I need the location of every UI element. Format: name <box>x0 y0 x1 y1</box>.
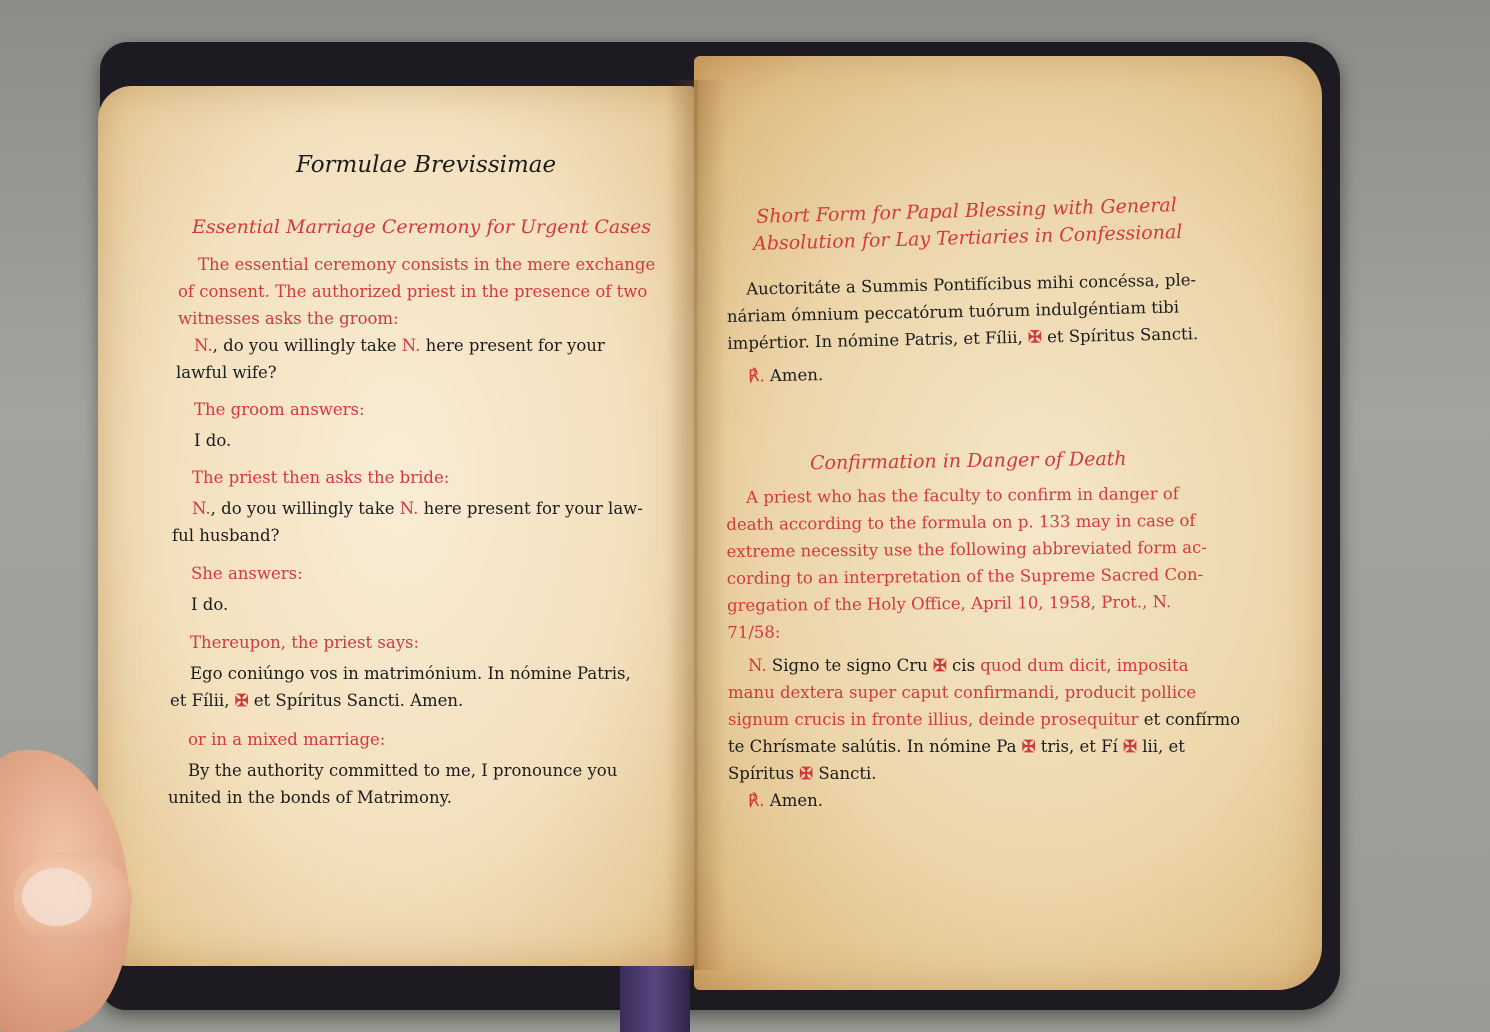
cross-icon: ✠ <box>1027 327 1043 347</box>
cross-icon: ✠ <box>234 691 249 710</box>
marriage-heading: Essential Marriage Ceremony for Urgent Cases <box>192 216 651 238</box>
blessing-text: Auctoritáte a Summis Pontifícibus mihi concéssa, ple- náriam ómnium peccatórum tuórum indulgéntiam tibi impértior. In nómine Patris, et Fílii, ✠ et Spíritus Sancti. ℟. Amen. <box>726 270 1199 386</box>
thumbnail <box>22 868 92 926</box>
bride-reply: I do. <box>191 595 229 614</box>
she-answers-label: She answers: <box>191 564 303 583</box>
groom-answers-label: The groom answers: <box>194 400 365 419</box>
cross-icon: ✠ <box>1021 737 1036 756</box>
left-page <box>98 86 696 966</box>
question-groom: N., do you willingly take N. here present for your lawful wife? <box>176 336 605 382</box>
cross-icon: ✠ <box>932 656 947 675</box>
papal-blessing-heading: Short Form for Papal Blessing with General Absolution for Lay Tertiaries in Confessional <box>752 194 1183 255</box>
page-title: Formulae Brevissimae <box>296 152 557 178</box>
mixed-marriage-label: or in a mixed marriage: <box>188 730 386 749</box>
priest-says-label: Thereupon, the priest says: <box>190 633 420 652</box>
confirmation-intro: A priest who has the faculty to confirm in danger of death according to the formula on p. 133 may in case of extreme necessity use the following abbreviated form ac- cording to an interpretation of the Supreme Sacred Con- gregation of the Holy Office, April 10, 1958, Prot., N. 71/58: <box>726 484 1207 642</box>
question-bride: N., do you willingly take N. here present for your law- ful husband? <box>172 499 643 545</box>
groom-reply: I do. <box>194 431 232 450</box>
confirmation-heading: Confirmation in Danger of Death <box>809 447 1127 475</box>
cross-icon: ✠ <box>1123 737 1137 756</box>
priest-asks-bride-label: The priest then asks the bride: <box>192 468 450 487</box>
cross-icon: ✠ <box>799 764 814 783</box>
intro-text: The essential ceremony consists in the mere exchange of consent. The authorized priest in the presence of two witnesses asks the groom: <box>178 255 656 328</box>
marriage-formula: Ego coniúngo vos in matrimónium. In nómine Patris, et Fílii, ✠ et Spíritus Sancti. Amen. <box>170 664 631 710</box>
mixed-formula: By the authority committed to me, I pronounce you united in the bonds of Matrimony. <box>168 761 618 807</box>
confirmation-formula: N. Signo te signo Cru ✠ cis quod dum dicit, imposita manu dextera super caput confirmandi, producit pollice signum crucis in fronte illius, deinde prosequitur et confírmo te Chrísmate salútis. In nómine Pa ✠ tris, et Fí ✠ lii, et Spíritus ✠ Sancti. ℟. Amen. <box>728 656 1241 810</box>
response-icon: ℟. <box>747 366 765 386</box>
response-icon: ℟. <box>748 791 765 810</box>
bookmark-ribbon <box>620 960 690 1032</box>
book-gutter <box>666 80 726 970</box>
right-page <box>694 56 1322 990</box>
